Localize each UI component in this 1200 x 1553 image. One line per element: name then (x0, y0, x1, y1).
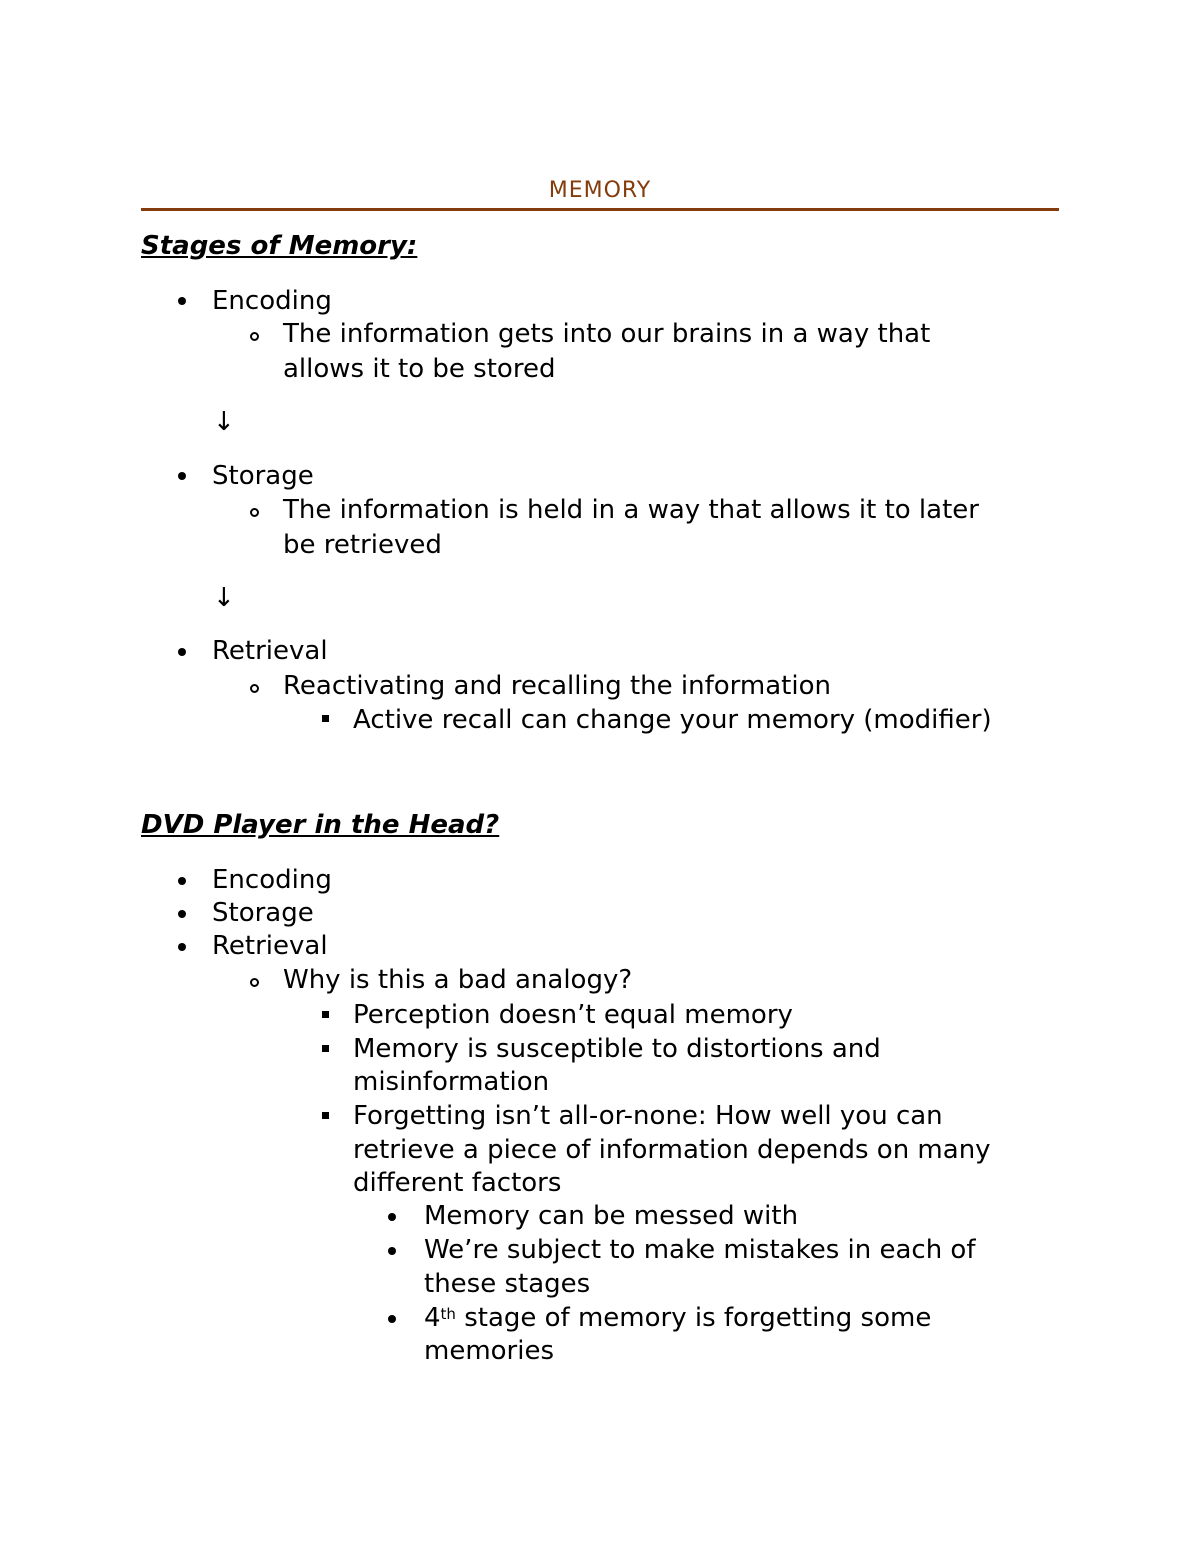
subpoint-3-text: stage of memory is forgetting some (455, 1303, 932, 1333)
list-item-reason-2: Memory is susceptible to distortions and (353, 1034, 881, 1064)
list-item-subpoint-1: Memory can be messed with (424, 1201, 799, 1231)
list-item-reason-1: Perception doesn’t equal memory (353, 1000, 793, 1030)
list-item-encoding: Encoding (212, 286, 332, 316)
section-heading-stages: Stages of Memory: (141, 231, 418, 261)
list-item-storage: Storage (212, 461, 314, 491)
bullet-dot-icon (178, 648, 186, 656)
down-arrow-icon: ↓ (213, 583, 235, 613)
ordinal-number: 4 (424, 1303, 441, 1333)
list-item-subpoint-2: We’re subject to make mistakes in each of (424, 1235, 976, 1265)
bullet-dot-icon (388, 1315, 396, 1323)
bullet-square-icon (322, 1045, 329, 1052)
header-divider (141, 208, 1059, 211)
list-item-retrieval: Retrieval (212, 636, 328, 666)
bullet-dot-icon (178, 877, 186, 885)
bullet-dot-icon (388, 1213, 396, 1221)
list-item-reason-3-cont2: different factors (353, 1168, 562, 1198)
bullet-dot-icon (178, 472, 186, 480)
bullet-dot-icon (178, 910, 186, 918)
list-item-storage-detail: The information is held in a way that allows it to later (283, 495, 979, 525)
bullet-circle-icon (250, 684, 259, 693)
list-item-subpoint-3-cont: memories (424, 1336, 555, 1366)
bullet-dot-icon (178, 943, 186, 951)
list-item-storage-2: Storage (212, 898, 314, 928)
bullet-circle-icon (250, 508, 259, 517)
bullet-square-icon (322, 1112, 329, 1119)
list-item-encoding-detail-cont: allows it to be stored (283, 354, 556, 384)
page-title: MEMORY (548, 178, 652, 203)
list-item-retrieval-subdetail: Active recall can change your memory (modifier) (353, 705, 992, 735)
ordinal-suffix: th (440, 1305, 456, 1323)
bullet-square-icon (322, 715, 329, 722)
section-heading-dvd: DVD Player in the Head? (141, 810, 500, 840)
down-arrow-icon: ↓ (213, 407, 235, 437)
list-item-subpoint-2-cont: these stages (424, 1269, 591, 1299)
bullet-circle-icon (250, 978, 259, 987)
list-item-encoding-detail: The information gets into our brains in a way that (283, 319, 931, 349)
list-item-reason-3: Forgetting isn’t all-or-none: How well you can (353, 1101, 943, 1131)
bullet-dot-icon (388, 1247, 396, 1255)
list-item-question: Why is this a bad analogy? (283, 965, 633, 995)
list-item-storage-detail-cont: be retrieved (283, 530, 442, 560)
bullet-dot-icon (178, 297, 186, 305)
list-item-encoding-2: Encoding (212, 865, 332, 895)
list-item-reason-3-cont: retrieve a piece of information depends on many (353, 1135, 991, 1165)
list-item-subpoint-3 (424, 1301, 931, 1335)
bullet-square-icon (322, 1011, 329, 1018)
list-item-retrieval-detail: Reactivating and recalling the information (283, 671, 831, 701)
list-item-reason-2-cont: misinformation (353, 1067, 550, 1097)
list-item-retrieval-2: Retrieval (212, 931, 328, 961)
bullet-circle-icon (250, 332, 259, 341)
